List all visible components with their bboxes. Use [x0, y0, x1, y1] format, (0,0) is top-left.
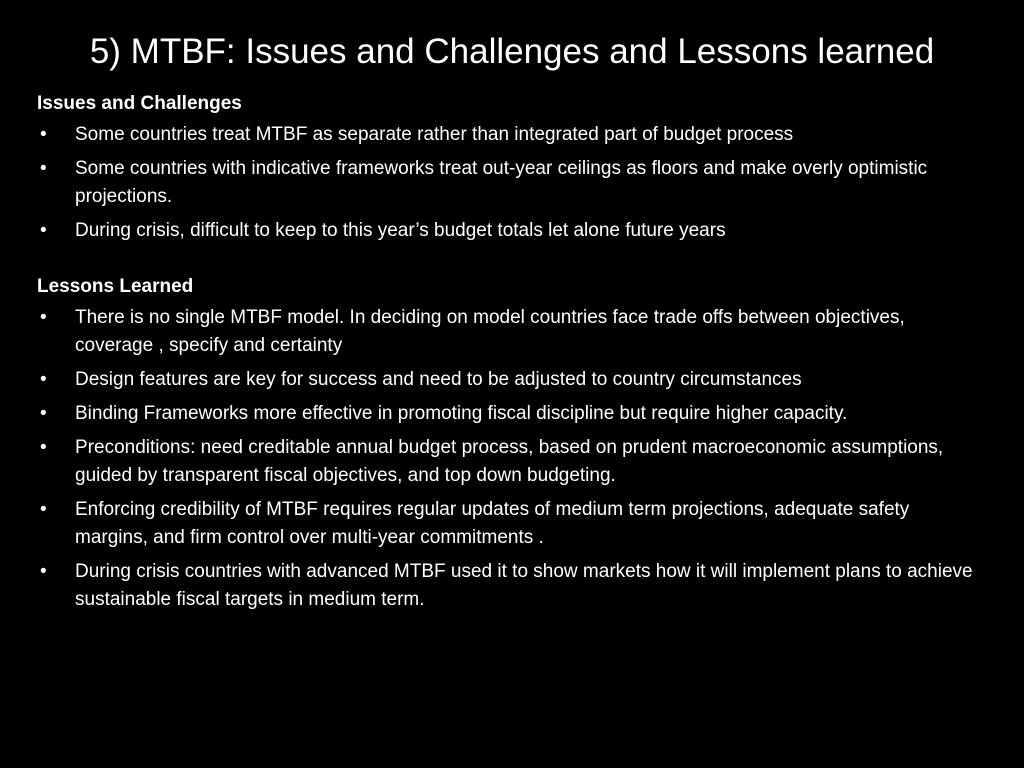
- list-item-text: Design features are key for success and need to be adjusted to country circumstances: [75, 369, 802, 390]
- lessons-bullet-list: [37, 304, 977, 614]
- issues-bullet-list: [37, 121, 977, 245]
- list-item: [37, 304, 977, 360]
- list-item-text: Enforcing credibility of MTBF requires regular updates of medium term projections, adequate safety margins, and firm control over multi-year commitments .: [75, 499, 910, 548]
- list-item-text: Preconditions: need creditable annual budget process, based on prudent macroeconomic assumptions, guided by transparent fiscal objectives, and top down budgeting.: [75, 437, 944, 486]
- list-item: [37, 366, 977, 394]
- section-heading-issues: Issues and Challenges: [37, 93, 242, 114]
- list-item: [37, 121, 977, 149]
- section-heading-lessons: Lessons Learned: [37, 276, 194, 297]
- bullet-dot-icon: [40, 496, 60, 524]
- list-item-text: Some countries treat MTBF as separate rather than integrated part of budget process: [75, 124, 794, 145]
- bullet-dot-icon: [40, 558, 60, 586]
- list-item: [37, 217, 977, 245]
- list-item: [37, 434, 977, 490]
- list-item: [37, 155, 977, 211]
- bullet-dot-icon: [40, 400, 60, 428]
- list-item: [37, 400, 977, 428]
- slide-title: 5) MTBF: Issues and Challenges and Lessons learned: [89, 32, 935, 71]
- list-item-text: During crisis, difficult to keep to this year’s budget totals let alone future years: [75, 220, 726, 241]
- bullet-dot-icon: [40, 434, 60, 462]
- list-item: [37, 558, 977, 614]
- list-item: [37, 496, 977, 552]
- list-item-text: During crisis countries with advanced MTBF used it to show markets how it will implement plans to achieve sustainable fiscal targets in medium term.: [75, 561, 973, 610]
- bullet-dot-icon: [40, 121, 60, 149]
- list-item-text: There is no single MTBF model. In deciding on model countries face trade offs between objectives, coverage , specify and certainty: [75, 307, 905, 356]
- bullet-dot-icon: [40, 304, 60, 332]
- bullet-dot-icon: [40, 217, 60, 245]
- bullet-dot-icon: [40, 366, 60, 394]
- slide-content: [37, 90, 977, 614]
- list-item-text: Binding Frameworks more effective in promoting fiscal discipline but require higher capacity.: [75, 403, 848, 424]
- list-item-text: Some countries with indicative frameworks treat out-year ceilings as floors and make overly optimistic projections.: [75, 158, 928, 207]
- bullet-dot-icon: [40, 155, 60, 183]
